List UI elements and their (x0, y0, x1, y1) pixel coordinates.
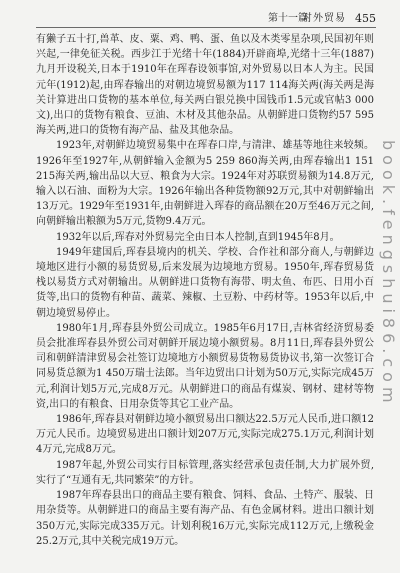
body-text (36, 32, 374, 567)
paragraph-3: 1932年以后,珲春对外贸易完全由日本人控制,直到1945年8月。 (56, 231, 340, 243)
site-watermark: book.fengshui86.com (379, 140, 398, 408)
paragraph-1: 有獭子五十打,兽革、皮、粟、鸡、鸭、蛋、鱼以及木类零星杂项,民国初年则兴起,一律免征关税。西步江于光绪十年(1884)开辟商埠,光绪十三年(1887)九月开设税关,日本于1910年在珲春设领事馆,对外贸易以日本人为主。民国元年(1912)起,由珲春输出的对朝边境贸易额为117 114海关两(海关两是海关计算进出口货物的基本单位,每关两白银兑换中国钱币1.5元或官帖3 000文),出口的货物有粮食、豆油、木材及其他杂品。从朝鲜进口货物约57 595海关两,进口的货物有海产品、盐及其他杂品。 (36, 34, 374, 137)
paragraph-6: 1986年,珲春县对朝鲜边境小额贸易出口额达22.5万元人民币,进口额12万元人民币。边境贸易进出口额计划207万元,实际完成275.1万元,利润计划4万元,完成8万元。 (36, 414, 374, 456)
header-title: 对外贸易 (302, 13, 346, 24)
paragraph-5: 1980年1月,珲春县外贸公司成立。1985年6月17日,吉林省经济贸易委员会批准珲春县外贸公司对朝鲜开展边境小额贸易。8月11日,珲春县外贸公司和朝鲜清津贸易会社签订边境地方小额贸易货物易货协议书,第一次签订合同易货总额为1 450万瑞士法郎。当年边贸出口计划为50万元,实际完成45万元,利润计划5万元,完成8万元。从朝鲜进口的商品有煤炭、钢材、建材等物资,出口的有粮食、日用杂货等其它工业产品。 (36, 322, 374, 410)
paragraph-8: 1987年珲春县出口的商品主要有粮食、饲料、食品、土特产、服装、日用杂货等。从朝鲜进口的商品主要有海产品、有色金属材料。进出口额计划350万元,实际完成335万元。计划利税16万元,实际完成112万元,上缴税金25.2万元,其中关税完成19万元。 (36, 490, 374, 547)
running-header (36, 11, 376, 28)
header-section: 第十一篇 (268, 13, 308, 24)
paragraph-2: 1923年,对朝鲜边境贸易集中在珲春口岸,与清津、雄基等地往来较频。1926年至1927年,从朝鲜输入金额为5 259 860海关两,由珲春输出1 151 215海关两,输出品以大豆、粮食为大宗。1924年对苏联贸易额为14.8万元,输入以石油、面粉为大宗。1926年输出各种货物额92万元,其中对朝鲜输出13万元。1929年至1931年,由朝鲜进入珲春的商品额在20万至46万元之间,向朝鲜输出粮额为5万元,货物9.4万元。 (36, 140, 374, 228)
paragraph-7: 1987年起,外贸公司实行目标管理,落实经营承包责任制,大力扩展外贸,实行了“互通有无,共同繁荣”的方针。 (36, 459, 374, 486)
page-number: 455 (355, 12, 376, 25)
paragraph-4: 1949年建国后,珲春县境内的机关、学校、合作社和部分商人,与朝鲜边境地区进行小额的易货贸易,后来发展为边境地方贸易。1950年,珲春贸易货栈以易货方式对朝输出。从朝鲜进口货物有海带、明太鱼、布匹、日用小百货等,出口的货物有种苗、蔬菜、辣椒、土豆粉、中药材等。1953年以后,中朝边境贸易停止。 (36, 246, 374, 319)
